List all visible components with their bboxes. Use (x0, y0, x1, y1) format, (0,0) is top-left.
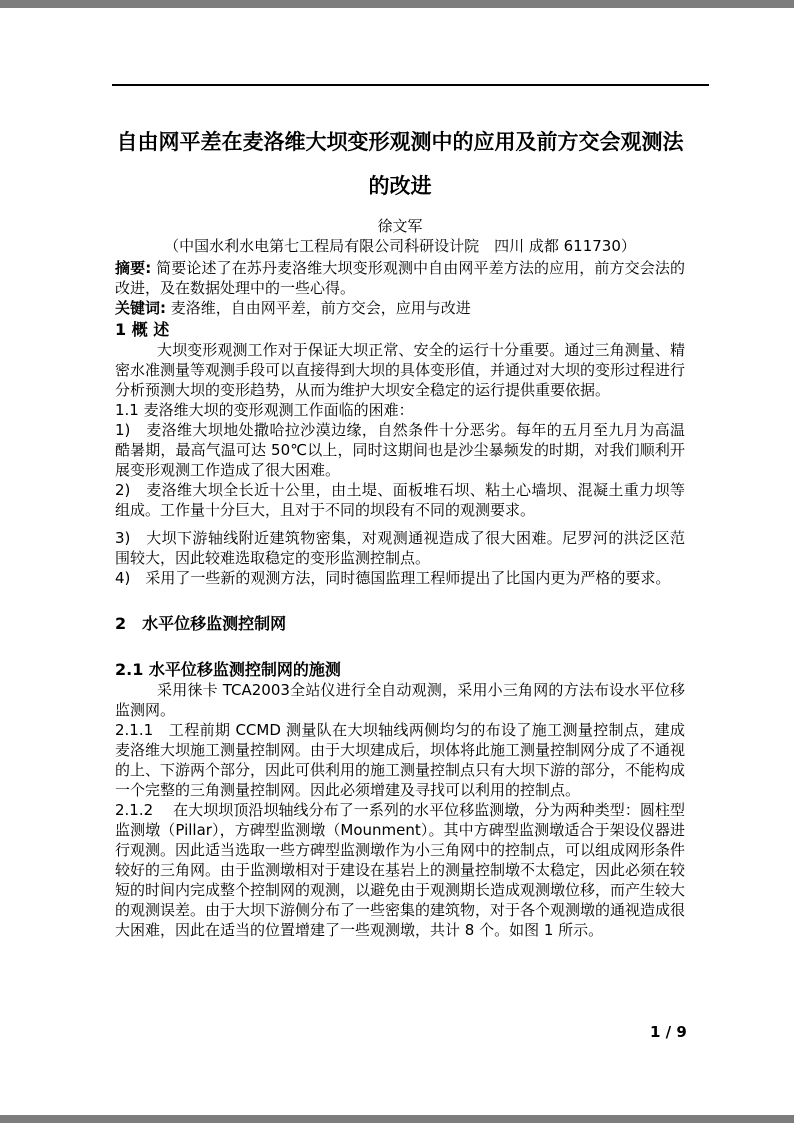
difficulty-item-3: 3) 大坝下游轴线附近建筑物密集，对观测通视造成了很大困难。尼罗河的洪泛区范围较大，因此较难选取稳定的变形监测控制点。 (115, 529, 685, 567)
document-title (115, 120, 685, 208)
paragraph-2-1-2: 2.1.2 在大坝坝顶沿坝轴线分布了一系列的水平位移监测墩，分为两种类型：圆柱型监测墩（Pillar），方碑型监测墩（Mounment）。其中方碑型监测墩适合于架设仪器进行观测。因此适当选取一些方碑型监测墩作为小三角网中的控制点，可以组成网形条件较好的三角网。由于监测墩相对于建设在基岩上的测量控制墩不太稳定，因此必须在较短的时间内完成整个控制网的观测，以避免由于观测期长造成观测墩位移，而产生较大的观测误差。由于大坝下游侧分布了一些密集的建筑物，对于各个观测墩的通视造成很大困难，因此在适当的位置增建了一些观测墩，共计 8 个。如图 1 所示。 (115, 801, 686, 939)
paragraph-2-1-1: 2.1.1 工程前期 CCMD 测量队在大坝轴线两侧均匀的布设了施工测量控制点，建成麦洛维大坝施工测量控制网。由于大坝建成后，坝体将此施工测量控制网分成了不通视的上、下游两个部分，因此可供利用的施工测量控制点只有大坝下游的部分，不能构成一个完整的三角测量控制网。因此必须增建及寻找可以利用的控制点。 (115, 721, 686, 799)
abstract-paragraph (115, 258, 685, 298)
abstract-text: 简要论述了在苏丹麦洛维大坝变形观测中自由网平差方法的应用，前方交会法的改进，及在数据处理中的一些心得。 (115, 259, 685, 297)
abstract-label: 摘要: (115, 259, 152, 277)
keywords-label: 关键词: (115, 299, 166, 317)
author-name: 徐文军 (377, 217, 423, 235)
keywords-text: 麦洛维，自由网平差，前方交会，应用与改进 (170, 299, 471, 317)
section-2-heading: 2 水平位移监测控制网 (115, 614, 287, 633)
header-rule (112, 84, 709, 86)
difficulty-item-4: 4) 采用了一些新的观测方法，同时德国监理工程师提出了比国内更为严格的要求。 (115, 569, 671, 587)
section-2-1-intro-paragraph: 采用徕卡 TCA2003全站仪进行全自动观测，采用小三角网的方法布设水平位移监测网。 (115, 681, 685, 719)
difficulty-item-2: 2) 麦洛维大坝全长近十公里，由土堤、面板堆石坝、粘土心墙坝、混凝土重力坝等组成。工作量十分巨大，且对于不同的坝段有不同的观测要求。 (115, 481, 685, 519)
section-1-heading: 1 概 述 (115, 320, 170, 339)
author-affiliation: （中国水利水电第七工程局有限公司科研设计院 四川 成都 611730） (164, 237, 636, 255)
document-content (115, 120, 685, 940)
page-top-edge (0, 0, 794, 8)
title-line-2: 的改进 (368, 174, 432, 198)
page-number: 1 / 9 (650, 1023, 687, 1041)
difficulty-item-1: 1) 麦洛维大坝地处撒哈拉沙漠边缘，自然条件十分恶劣。每年的五月至九月为高温酷暑期，最高气温可达 50℃以上，同时这期间也是沙尘暴频发的时期，对我们顺利开展变形观测工作造成了很大困难。 (115, 421, 685, 479)
section-2-1-heading: 2.1 水平位移监测控制网的施测 (115, 660, 341, 679)
page-bottom-edge (0, 1115, 794, 1123)
section-1-1-heading: 1.1 麦洛维大坝的变形观测工作面临的困难： (115, 401, 414, 419)
section-1-intro-paragraph: 大坝变形观测工作对于保证大坝正常、安全的运行十分重要。通过三角测量、精密水准测量等观测手段可以直接得到大坝的具体变形值，并通过对大坝的变形过程进行分析预测大坝的变形趋势，从而为维护大坝安全稳定的运行提供重要依据。 (115, 341, 686, 399)
title-line-1: 自由网平差在麦洛维大坝变形观测中的应用及前方交会观测法 (116, 130, 684, 154)
keywords-paragraph (115, 298, 685, 318)
